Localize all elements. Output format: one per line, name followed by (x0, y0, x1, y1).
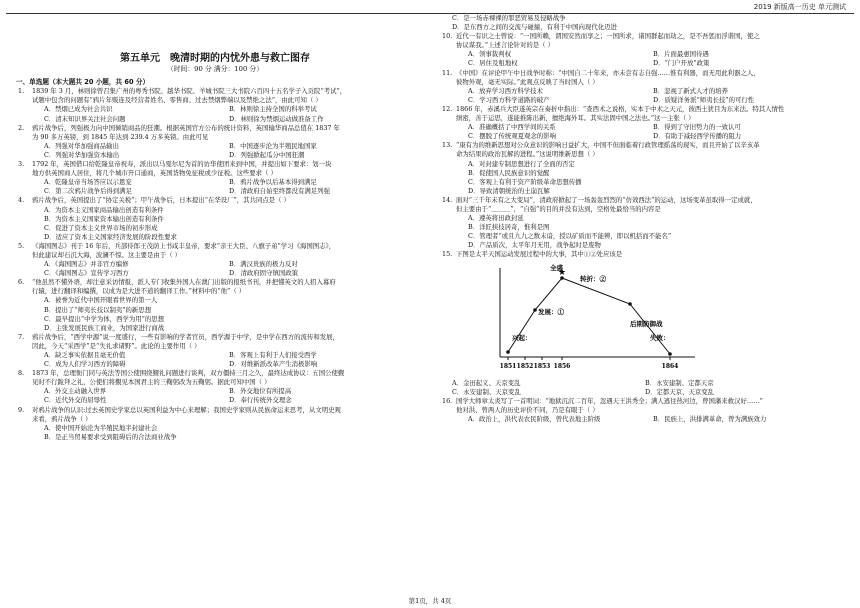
question-number: 11. (442, 68, 453, 77)
question-number: 7. (18, 332, 25, 341)
question-stem: 试题中包含的问题有“鸦片年贩连及经营者姓名、零售商、过去禁烟弊端以及禁绝之法”，由此可知（ ） (32, 96, 322, 105)
answer-option: D．“门户开放”政策 (653, 59, 710, 68)
answer-option: B．是正当贸易要求受到阻碍后的合法商业战争 (44, 432, 177, 441)
question-stem: 下图是太平天国运动发展过程中的大事，其中①②处应该是 (456, 250, 623, 259)
answer-option: D．清政府自始至终都没有满足列强 (229, 187, 330, 196)
peak-star-icon: ★ (557, 267, 567, 278)
question-number: 10. (442, 32, 453, 41)
option-group (32, 260, 414, 278)
option-group (456, 214, 838, 250)
answer-option: D．奉行传统外交理念 (229, 396, 292, 405)
answer-option: C．永安建制、天京变乱 (452, 387, 521, 396)
answer-option: A．政治上，洪代表农民阶级，曾代表地主阶级 (468, 415, 601, 423)
question-item (440, 250, 838, 259)
answer-option: D．林则徐为禁烟运动做准备工作 (229, 114, 324, 123)
page-title: 第五单元 晚清时期的内忧外患与救亡图存 (120, 53, 310, 64)
left-column (16, 14, 414, 442)
question-stem: 缜密，善于运思，遂能推陈出新，擅绝海外耳。其实法固中国之法也。”这一主张（ ） (456, 114, 695, 123)
x-tick-label: 1864 (661, 362, 679, 370)
turn-label: 转折：② (580, 274, 606, 283)
option-group (456, 160, 838, 196)
answer-option: B．鸦片战争以后基本得到满足 (229, 178, 317, 187)
answer-option: C．管理者“或且九九之数未谙，授以矿质而不能辨，即以机括而不能名” (468, 232, 672, 241)
question-16 (440, 397, 838, 424)
option-group (32, 142, 414, 160)
answer-option: C．摆脱了传统观夏观念的影响 (468, 132, 556, 141)
answer-option: C．促进了资本主义世界市场的初步形成 (44, 223, 158, 232)
question-number: 6. (18, 278, 25, 287)
x-tick-label: 1853 (533, 362, 551, 370)
section-heading: 一、单选题（本大题共 20 小题，共 60 分） (16, 78, 150, 87)
trend-point (628, 302, 632, 306)
question-stem: 地方供英国商人居住，将几个城市开口通商，英国货物免征税或少征税。这些要求（ ） (32, 169, 277, 178)
question-number: 4. (18, 196, 25, 205)
question-stem: 但主要由于“＿＿＿”，“自强”的目的并没有达到，空格处最恰当的内容是 (456, 204, 661, 213)
late-label: 后期防御战 (630, 319, 663, 328)
answer-option: C．客观上有利于资产阶级革命思想传播 (468, 177, 582, 186)
question-stem: 协议谋我。”上述言论针对的是（ ） (456, 41, 554, 50)
question-stem: 1873 年，总理衙门同与英法等国公使围绕觐礼问题进行谈判，双方僵持三月之久，最终达成协议：五国公使觐 (32, 369, 345, 378)
question-stem: 鸦片战争后，英国提出了“协定关税”；甲午战争后，日本提出“在华设厂”，其共同点是（ ） (32, 196, 290, 205)
option-group (32, 296, 414, 332)
question-stem: 1792 年，英国借口给乾隆皇帝祝寿，派出以马戛尔尼为首的访华使团来到中国，并提出如下要求：划一块 (32, 160, 332, 169)
answer-option: B．片面最惠国待遇 (653, 50, 709, 59)
answer-option: B．促使国人民族意识的觉醒 (468, 168, 550, 177)
option-group (456, 415, 838, 424)
question-stem: 命为结果的政治瓦解的进程。”这说明维新思想（ ） (456, 150, 599, 159)
question-stem: 《中国》在评论甲午中日战争时称：“中国自二十年来，亦未尝有志自强……惟有利器，而无用此利器之人， (456, 68, 760, 77)
answer-option: C．清末知识界关注社会问题 (44, 114, 126, 123)
answer-option: C．最早提出“中学为体，西学为用”的思想 (44, 314, 165, 323)
question-stem: 行辕，进行翻译和编撰，以成为是大进不道的翻译工作。”材料中的“他”（ ） (32, 287, 246, 296)
question-item (16, 278, 414, 333)
option-group (456, 123, 838, 141)
question-number: 16. (442, 396, 453, 405)
left-question-list (16, 87, 414, 442)
answer-option: A．乾隆皇帝当场答应以示恩宠 (44, 178, 132, 187)
question-stem: 彼物外观，毫无实际。”此观点反映了当时国人（ ） (456, 77, 599, 86)
answer-option: C．学习西方科学道路的破产 (468, 95, 550, 104)
question-stem: 1866 年，赤溪兵大臣遂英宗在奏折中指出：“查西术之说格，实本于中术之天元，彼西土犹目为东来法。特其人情性 (456, 104, 785, 113)
answer-option: C．居住及租地权 (468, 59, 518, 68)
question-stem: 但此建议却石沉大海，波澜不惊。这主要是由于（ ） (32, 250, 182, 259)
fail-label: 失败： (650, 333, 670, 342)
answer-option: B．忽视了新式人才的培养 (653, 86, 728, 95)
answer-option: D．对维新派改革产生消极影响 (229, 360, 318, 369)
answer-option: A．《海国图志》并非官方编修 (44, 260, 129, 269)
answer-option: D．列强掀起瓜分中国狂潮 (229, 150, 305, 159)
answer-option: A．为资本主义国家商品输出创造有利条件 (44, 205, 164, 214)
question-stem: 国学大师章太炎写了一首明词：“地狱沉沉二百年，忽遇天王洪秀全；满人逃往热河边，曾国藩来救汉好……” (456, 396, 763, 405)
question-stem: 《海国图志》刊于 16 年后，兵部侍郎王茂荫上书咸丰皇帝，要求“亲王大臣、八旗子弟”学习《海国图志》， (32, 241, 336, 250)
answer-option: A．列强对华加强商品输出 (44, 141, 119, 150)
question-number: 8. (18, 369, 25, 378)
trend-point (533, 308, 537, 312)
option-group (32, 424, 414, 442)
question-stem: 近代一有识之士曾说：“一国所赖，谓国安然而享之；一国所求，诸国群起而劫之，是不吾惩而浮谐国，使之 (456, 32, 760, 41)
question-stem: 1839 年 3 月，林则徐曾召集广州的粤秀书院、越华书院、羊城书院三大书院六百四十五名学子入贡院“考试”， (32, 87, 347, 96)
answer-option: A．对封建专制思想进行了全面的否定 (468, 159, 575, 168)
answer-option: B．满汉贵族的极力反对 (229, 260, 298, 269)
answer-option: B．得到了守旧势力的一致认可 (653, 123, 741, 132)
question-number: 15. (442, 250, 453, 259)
answer-option: B．中国逐步沦为半殖民地国家 (229, 141, 317, 150)
answer-option: A．使中国开始沦为半殖民地半封建社会 (44, 423, 158, 432)
question-item (16, 406, 414, 442)
question-item (16, 124, 414, 160)
question-stem: 鸦片战争后，列强极力向中国倾销商品的狂潮。根据英国官方公布的统计资料，英国输华商品总值在 1837 年 (32, 123, 340, 132)
question-number: 9. (18, 405, 25, 414)
answer-option: D．导致清朝统治的土崩瓦解 (468, 186, 550, 195)
question-number: 3. (18, 160, 25, 169)
question-number: 14. (442, 195, 453, 204)
option-group (32, 351, 414, 369)
right-column (440, 14, 838, 424)
question-item (16, 333, 414, 369)
peak-label: 全盛 (550, 263, 563, 272)
answer-option: B．提出了“师夷长技以制夷”的新思想 (44, 305, 152, 314)
question-stem: 对鸦片战争的认识:过去英国史学家总以英国利益为中心来理解；我国史学家则从民族命运来思考，从文明史观 (32, 405, 341, 414)
answer-option: B．民族上，洪排满革命，曾为满族效力 (653, 415, 767, 423)
exam-subtitle: （时间：90 分 满分：100 分） (166, 65, 264, 74)
question-number: 12. (442, 104, 453, 113)
question-item (16, 196, 414, 241)
answer-option: D．定都天京、天京变乱 (645, 387, 715, 396)
trend-line (508, 278, 670, 354)
answer-option: D．产品质次，太平年月无用，战争起时是废物 (468, 241, 601, 250)
option-group (32, 178, 414, 196)
question-number: 1. (18, 87, 25, 96)
question-stem: “他虽然不懂外语，却注意采访情报，派人专门收集外国人在澳门出版的报纸书刊，并把懂英文的人招入幕府 (32, 278, 336, 287)
header-text: 2019 新版高一历史 单元测试 (753, 3, 846, 11)
answer-option: A．被誉为近代中国开眼看世界的第一人 (44, 296, 158, 305)
answer-option: A．金田起义、天京变乱 (452, 378, 521, 387)
answer-option: B．外交地位有所提高 (229, 387, 292, 396)
answer-option: C．成为人们学习西方的障碍 (44, 360, 126, 369)
question-stem: 鸦片战争后，“西学中源”说一度盛行，一些有影响的学者官员，西学源于中学，是中学在西方的流传和发展， (32, 332, 339, 341)
option-group (32, 105, 414, 123)
answer-option: D．有助于减轻西学传播的阻力 (653, 132, 742, 141)
question-item (16, 369, 414, 405)
answer-option: A．准确概括了中西学间的关系 (468, 123, 556, 132)
q15-options (440, 379, 838, 397)
answer-option: A．放弃学习西方科学技术 (468, 86, 543, 95)
question-item (16, 242, 414, 278)
answer-option: C．列强对华加强资本输出 (44, 150, 120, 159)
question-item (440, 32, 838, 68)
start-label: 兴起： (512, 333, 532, 342)
answer-option: B．洋匠挟技居奇，惟利是图 (468, 223, 550, 232)
answer-option: B．永安建制、定都天京 (645, 378, 714, 387)
answer-option: A．禁烟已成为社会共识 (44, 105, 113, 114)
answer-option: D．适应了资本主义国家经济发展的阶段性要求 (44, 232, 177, 241)
question-item (440, 397, 838, 424)
answer-option: C．第二次鸦片战争后得到满足 (44, 187, 132, 196)
right-question-list (440, 32, 838, 259)
trend-point (668, 352, 672, 356)
question-number: 2. (18, 123, 25, 132)
question-item (440, 196, 838, 251)
answer-option: D．清政府固守镇国政策 (229, 269, 299, 278)
answer-option: A．缺乏事实依据且毫无价值 (44, 351, 126, 359)
question-item (16, 160, 414, 196)
question-stem: 他对洪、曾两人的历史评价不同，乃是有眼于（ ） (456, 405, 599, 414)
answer-option: A．遵英将田政封延 (468, 214, 524, 223)
answer-option: D．主张发展民族工商业，为国家进行商战 (44, 323, 165, 332)
question-stem: 为 90 多万英镑，到 1845 年达到 239.4 万多英镑。由此可见 (32, 132, 209, 141)
question-stem: 见时不行跪拜之礼，公使们将覲见本国君主的三鞠躬改为五鞠躬。据此可知中国（ ） (32, 378, 271, 387)
question-item (16, 87, 414, 123)
question-item (440, 69, 838, 105)
answer-option: B．客观上有利于人们接受西学 (229, 351, 317, 359)
question-stem: 来看，鸦片战争（ ） (32, 414, 92, 423)
trend-point (506, 350, 510, 354)
question-number: 13. (442, 141, 453, 150)
answer-option: B．为资本主义国家资本输出创造有利条件 (44, 214, 164, 223)
answer-option: A．外交主动融入世界 (44, 387, 107, 396)
x-tick-label: 1852 (516, 362, 534, 370)
option-group (32, 387, 414, 405)
taiping-timeline-chart (480, 262, 710, 374)
question-number: 5. (18, 241, 25, 250)
answer-option: C．《海国图志》宣传学习西方 (44, 269, 129, 278)
answer-option: D．是东西方之间的交流与碰撞，有利于中国向现代化迈进 (452, 23, 617, 32)
answer-option: B．林则徐主持全国的科举考试 (229, 105, 317, 114)
answer-option: D．质疑洋务派“师夷长技”的可行性 (653, 95, 755, 104)
x-tick-label: 1851 (499, 362, 517, 370)
page-footer: 第1页，共 4页 (408, 597, 452, 605)
answer-option: C．近代外交的屈辱性 (44, 396, 107, 405)
answer-option: C．是一场赤裸裸的罪恶贸易及侵略战争 (452, 14, 566, 22)
option-group (32, 206, 414, 242)
question-item (440, 141, 838, 196)
x-tick-label: 1856 (553, 362, 571, 370)
option-group (456, 87, 838, 105)
dev-label: 发展：① (538, 307, 564, 316)
question-item (440, 105, 838, 141)
option-group (456, 50, 838, 68)
answer-option: A．领事裁判权 (468, 50, 511, 59)
question-stem: 因此，今天“采西学”是“失礼求诸野”。此论的主要作用（ ） (32, 341, 201, 350)
question-stem: “康有为的维新思想对公众意识的影响日益扩大，中国不但面临着行政管理摇荡的现实，而且开始了以辛亥革 (456, 141, 760, 150)
q9-continued-options (440, 14, 838, 32)
question-stem: 面对“三千年未有之大变局”，清政府掀起了一场轰轰烈烈的“仿效西法”的运动，这场变革虽取得一定成就， (456, 195, 757, 204)
